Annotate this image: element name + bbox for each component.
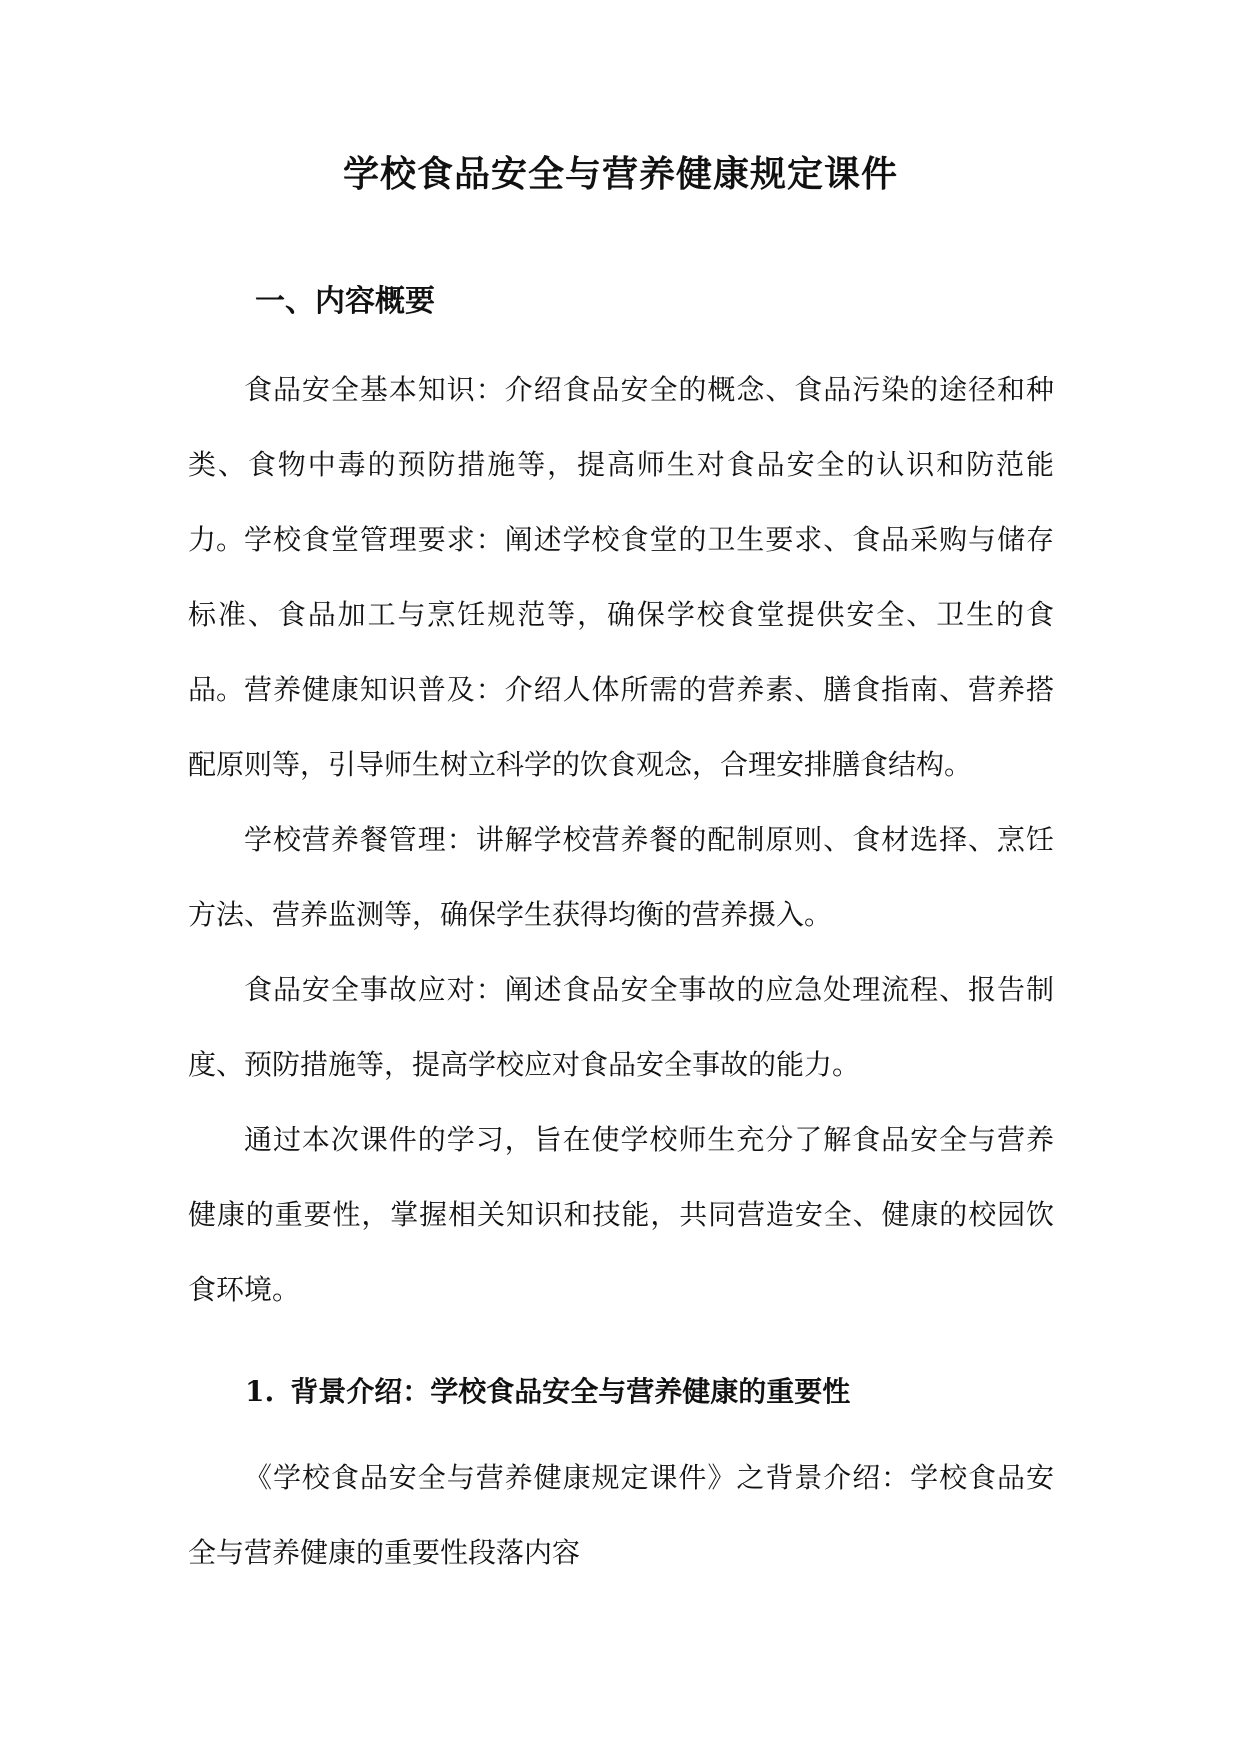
paragraph-nutrition-meal-management: 学校营养餐管理：讲解学校营养餐的配制原则、食材选择、烹饪方法、营养监测等，确保学生获得均衡的营养摄入。 xyxy=(188,823,1054,931)
paragraph-summary: 通过本次课件的学习，旨在使学校师生充分了解食品安全与营养健康的重要性，掌握相关知识和技能，共同营造安全、健康的校园饮食环境。 xyxy=(188,1123,1054,1306)
subsection-title: 背景介绍：学校食品安全与营养健康的重要性 xyxy=(290,1375,851,1408)
section-heading: 一、内容概要 xyxy=(255,284,435,319)
paragraph-background: 《学校食品安全与营养健康规定课件》之背景介绍：学校食品安全与营养健康的重要性段落内容 xyxy=(188,1461,1054,1569)
subsection-number: 1. xyxy=(245,1375,275,1408)
subsection-heading xyxy=(245,1370,850,1414)
paragraph-canteen-management: 学校食堂管理要求：阐述学校食堂的卫生要求、食品采购与储存标准、食品加工与烹饪规范等，确保学校食堂提供安全、卫生的食品。 xyxy=(188,523,1054,706)
paragraph-food-safety-basics: 食品安全基本知识：介绍食品安全的概念、食品污染的途径和种类、食物中毒的预防措施等，提高师生对食品安全的认识和防范能力。 xyxy=(188,373,1054,556)
paragraph-nutrition-knowledge: 营养健康知识普及：介绍人体所需的营养素、膳食指南、营养搭配原则等，引导师生树立科学的饮食观念，合理安排膳食结构。 xyxy=(188,673,1054,781)
document-title: 学校食品安全与营养健康规定课件 xyxy=(342,153,898,195)
paragraph-incident-response: 食品安全事故应对：阐述食品安全事故的应急处理流程、报告制度、预防措施等，提高学校应对食品安全事故的能力。 xyxy=(188,973,1054,1081)
